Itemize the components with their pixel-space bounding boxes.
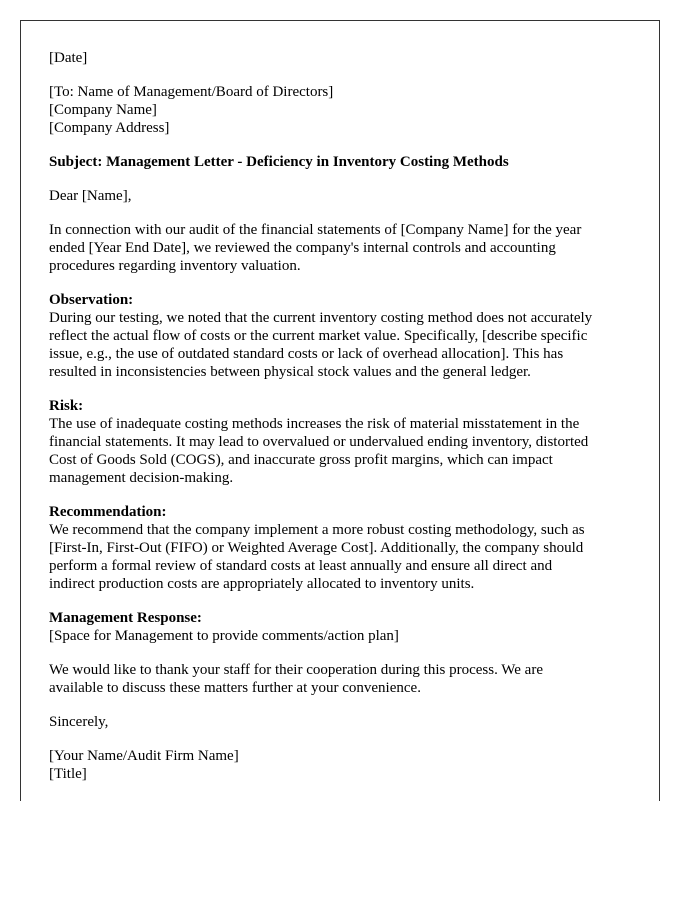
signer-title: [Title] [49, 766, 87, 782]
section-heading: Recommendation: [49, 504, 167, 520]
salutation-text: Dear [Name], [49, 188, 132, 204]
section-heading: Observation: [49, 292, 134, 308]
text-line: We would like to thank your staff for their cooperation during this process. We are [49, 662, 543, 678]
text-line: available to discuss these matters further at your convenience. [49, 680, 421, 696]
date-text: [Date] [49, 50, 88, 66]
recommendation-section [49, 503, 659, 593]
closing-text: Sincerely, [49, 714, 109, 730]
intro-paragraph [49, 221, 659, 275]
signature-block [49, 747, 659, 783]
company-address: [Company Address] [49, 120, 170, 136]
subject-line [49, 153, 659, 171]
text-line: resulted in inconsistencies between physical stock values and the general ledger. [49, 364, 531, 380]
recipient-block [49, 83, 659, 137]
text-line: management decision-making. [49, 470, 234, 486]
letter-page [20, 20, 660, 801]
text-line: We recommend that the company implement a more robust costing methodology, such as [49, 522, 585, 538]
date [49, 49, 659, 67]
text-line: issue, e.g., the use of outdated standard costs or lack of overhead allocation]. This has [49, 346, 564, 362]
text-line: In connection with our audit of the financial statements of [Company Name] for the year [49, 222, 582, 238]
section-heading: Risk: [49, 398, 84, 414]
text-line: perform a formal review of standard costs at least annually and ensure all direct and [49, 558, 553, 574]
text-line: procedures regarding inventory valuation. [49, 258, 301, 274]
risk-section [49, 397, 659, 487]
closing [49, 713, 659, 731]
recipient-line: [To: Name of Management/Board of Directors] [49, 84, 334, 100]
company-name: [Company Name] [49, 102, 157, 118]
text-line: financial statements. It may lead to overvalued or undervalued ending inventory, distorted [49, 434, 589, 450]
text-line: [First-In, First-Out (FIFO) or Weighted Average Cost]. Additionally, the company should [49, 540, 584, 556]
text-line: Cost of Goods Sold (COGS), and inaccurate gross profit margins, which can impact [49, 452, 553, 468]
text-line: The use of inadequate costing methods increases the risk of material misstatement in the [49, 416, 580, 432]
signer-name: [Your Name/Audit Firm Name] [49, 748, 239, 764]
closing-paragraph [49, 661, 659, 697]
salutation [49, 187, 659, 205]
subject-text: Subject: Management Letter - Deficiency in Inventory Costing Methods [49, 154, 509, 170]
section-heading: Management Response: [49, 610, 202, 626]
management-response-section [49, 609, 659, 645]
text-line: [Space for Management to provide comments/action plan] [49, 628, 399, 644]
text-line: indirect production costs are appropriately allocated to inventory units. [49, 576, 475, 592]
text-line: ended [Year End Date], we reviewed the company's internal controls and accounting [49, 240, 556, 256]
observation-section [49, 291, 659, 381]
text-line: reflect the actual flow of costs or the current market value. Specifically, [describe specific [49, 328, 588, 344]
text-line: During our testing, we noted that the current inventory costing method does not accurately [49, 310, 593, 326]
